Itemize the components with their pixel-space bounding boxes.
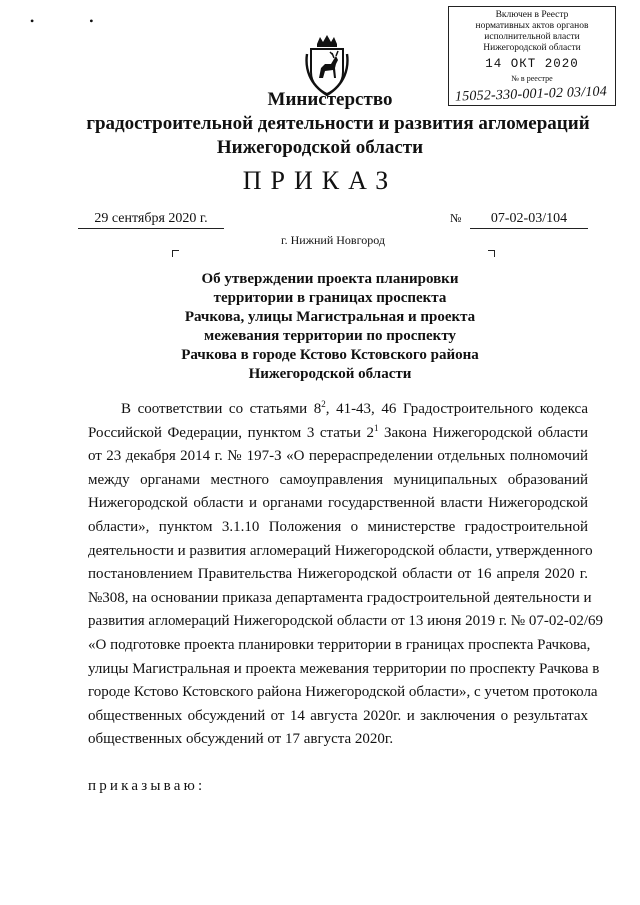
order-subject [150, 270, 510, 384]
body-line: №308, на основании приказа департамента градостроительной деятельности и [88, 589, 592, 606]
city: г. Нижний Новгород [281, 233, 385, 247]
body-line: от 23 декабря 2014 г. № 197-З «О перераспределении отдельных полномочий [88, 448, 588, 465]
body-text: , 41-43, 46 Градостроительного кодекса [325, 401, 589, 417]
stamp-number-label: № в реестре [511, 74, 553, 83]
subject-corner-right [488, 250, 495, 257]
ministry-title-line2: градостроительной деятельности и развития агломераций [86, 113, 590, 134]
body-line: общественных обсуждений от 17 августа 2020г. [88, 731, 394, 748]
number-sign: № [450, 211, 462, 225]
document-type: ПРИКАЗ [242, 166, 398, 195]
subject-line: Об утверждении проекта планировки [201, 271, 459, 287]
ministry-title-line3: Нижегородской области [216, 137, 424, 158]
body-line: Нижегородской области и органами государственной власти Нижегородской [88, 495, 588, 512]
subject-line: Рачкова, улицы Магистральная и проекта [184, 309, 476, 325]
body-line: улицы Магистральная и проекта межевания территории по проспекту Рачкова в [88, 660, 600, 677]
closing-word: приказываю: [88, 778, 206, 794]
superscript: 1 [374, 422, 379, 433]
subject-line: территории в границах проспекта [213, 290, 447, 306]
ministry-title: Министерство [267, 89, 393, 110]
order-number: 07-02-03/104 [470, 210, 588, 229]
subject-line: Рачкова в городе Кстово Кстовского района [181, 347, 479, 363]
body-line: общественных обсуждений от 14 августа 2020г. и заключения о результатах [88, 707, 588, 724]
body-line: развития агломераций Нижегородской области от 13 июня 2019 г. № 07-02-02/69 [88, 613, 604, 630]
body-line [88, 422, 588, 446]
body-line [88, 398, 588, 422]
order-body [88, 398, 604, 752]
body-line: «О подготовке проекта планировки территории в границах проспекта Рачкова, [88, 636, 591, 653]
body-text: Закона Нижегородской области [378, 424, 589, 441]
stamp-line: исполнительной власти [484, 32, 580, 42]
stamp-date: 14 ОКТ 2020 [485, 57, 579, 71]
stamp-registry-number: 15052-330-001-02 03/104 [454, 84, 608, 105]
stamp-line: Включен в Реестр [495, 10, 569, 20]
superscript: 2 [321, 399, 326, 409]
subject-line: межевания территории по проспекту [203, 328, 456, 344]
scan-marks: • • [30, 14, 120, 28]
body-line: городе Кстово Кстовского района Нижегородской области», с учетом протокола [88, 684, 598, 701]
subject-corner-left [172, 250, 179, 257]
body-line: постановлением Правительства Нижегородской области от 16 апреля 2020 г. [88, 566, 588, 583]
coat-of-arms-icon [303, 34, 351, 96]
subject-line: Нижегородской области [248, 366, 412, 382]
body-line: деятельности и развития агломераций Нижегородской области, утвержденного [88, 542, 593, 559]
body-line: между органами местного самоуправления муниципальных образований [88, 471, 588, 488]
body-text: Российской Федерации, пунктом 3 статьи 2 [88, 424, 374, 441]
order-date: 29 сентября 2020 г. [78, 210, 224, 229]
body-text: В соответствии со статьями 8 [121, 401, 322, 417]
body-line: области», пунктом 3.1.10 Положения о министерстве градостроительной [88, 518, 588, 535]
stamp-line: нормативных актов органов [475, 21, 589, 31]
stamp-line: Нижегородской области [483, 43, 581, 53]
